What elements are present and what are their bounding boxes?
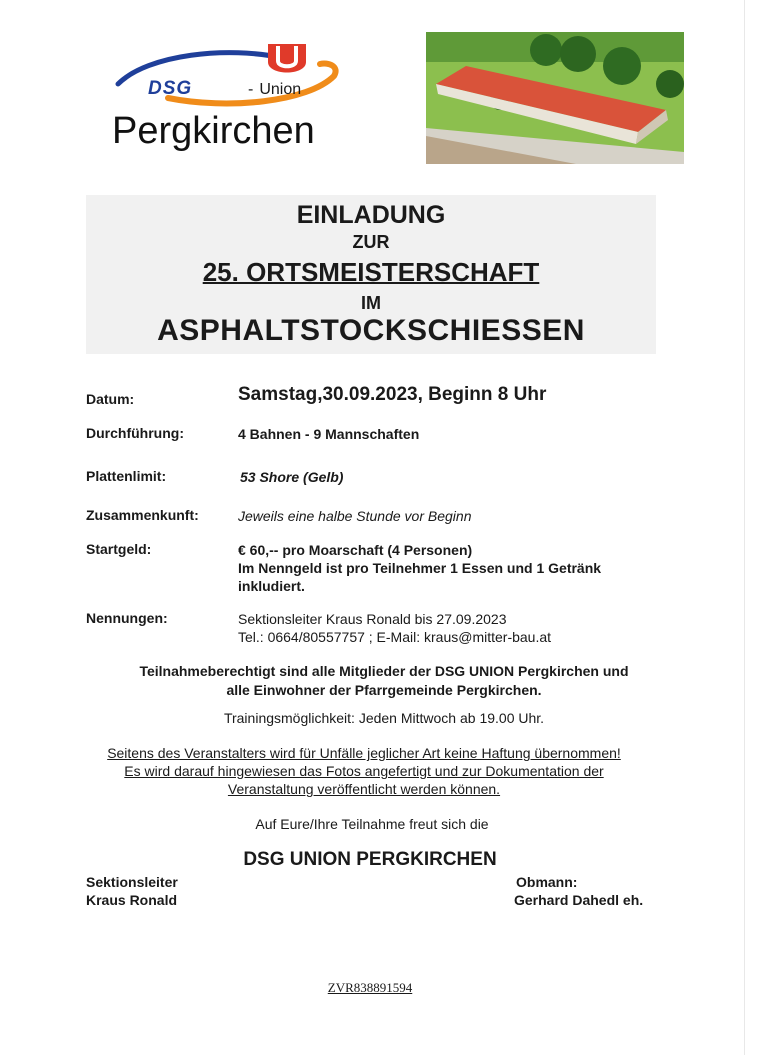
sports-hall-photo	[426, 32, 684, 164]
detail-label: Nennungen:	[86, 610, 168, 626]
disclaimer-line: Seitens des Veranstalters wird für Unfälle jeglicher Art keine Haftung übernommen!	[107, 745, 621, 761]
detail-label: Zusammenkunft:	[86, 507, 199, 523]
logo-union-word: Union	[259, 81, 302, 98]
training-note: Trainingsmöglichkeit: Jeden Mittwoch ab 19.00 Uhr.	[223, 710, 545, 726]
detail-label: Startgeld:	[86, 541, 152, 557]
signature-left	[86, 873, 178, 909]
detail-value: Jeweils eine halbe Stunde vor Beginn	[238, 508, 472, 524]
logo-union-text	[248, 81, 301, 99]
startgeld-line: Im Nenngeld ist pro Teilnehmer 1 Essen und 1 Getränk	[238, 560, 602, 576]
photo-tree	[603, 47, 641, 85]
closing-text: Auf Eure/Ihre Teilnahme freut sich die	[255, 816, 489, 832]
club-logo	[108, 36, 348, 166]
title-ortsmeisterschaft-text: 25. ORTSMEISTERSCHAFT	[202, 257, 540, 287]
logo-swoosh-graphic	[108, 36, 348, 116]
title-zur: ZUR	[352, 232, 390, 252]
nennungen-contact-line: Tel.: 0664/80557757 ; E-Mail: kraus@mitter-bau.at	[238, 629, 552, 645]
signature-left-name: Kraus Ronald	[86, 892, 178, 908]
detail-value: Samstag,30.09.2023, Beginn 8 Uhr	[238, 384, 547, 405]
detail-value	[238, 541, 601, 595]
disclaimer-line: Veranstaltung veröffentlicht werden können.	[227, 781, 501, 797]
detail-value: 53 Shore (Gelb)	[240, 469, 344, 485]
signature-right-title: Obmann:	[516, 874, 578, 890]
title-einladung: EINLADUNG	[296, 201, 446, 229]
title-im: IM	[361, 293, 381, 313]
detail-label: Durchführung:	[86, 425, 184, 441]
startgeld-line: inkludiert.	[238, 578, 305, 594]
logo-town-name: Pergkirchen	[112, 110, 315, 152]
detail-value: 4 Bahnen - 9 Mannschaften	[238, 426, 420, 442]
logo-blue-swoosh	[118, 53, 283, 84]
title-ortsmeisterschaft	[86, 257, 656, 288]
disclaimer	[0, 744, 748, 798]
title-banner	[86, 195, 656, 354]
eligibility-note	[0, 662, 768, 700]
nennungen-line: Sektionsleiter Kraus Ronald bis 27.09.2023	[238, 611, 507, 627]
eligibility-line: Teilnahmeberechtigt sind alle Mitglieder der DSG UNION Pergkirchen und	[139, 663, 629, 679]
disclaimer-line: Es wird darauf hingewiesen das Fotos angefertigt und zur Dokumentation der	[124, 763, 604, 779]
page-edge-line	[744, 0, 745, 1055]
title-asphaltstockschiessen: ASPHALTSTOCKSCHIESSEN	[157, 314, 585, 347]
photo-tree	[656, 70, 684, 98]
detail-label: Datum:	[86, 391, 135, 407]
logo-dsg-text: DSG	[148, 78, 193, 99]
detail-value	[238, 610, 551, 646]
startgeld-line: € 60,-- pro Moarschaft (4 Personen)	[238, 542, 473, 558]
photo-tree	[560, 36, 596, 72]
zvr-number: ZVR838891594	[327, 980, 413, 995]
signature-left-title: Sektionsleiter	[86, 874, 178, 890]
logo-union-dash: -	[248, 81, 254, 98]
photo-tree	[530, 34, 562, 66]
organization-name: DSG UNION PERGKIRCHEN	[243, 849, 497, 870]
signature-right	[516, 873, 643, 909]
eligibility-line: alle Einwohner der Pfarrgemeinde Pergkirchen.	[226, 682, 542, 698]
signature-right-name: Gerhard Dahedl eh.	[514, 892, 644, 908]
detail-label: Plattenlimit:	[86, 468, 167, 484]
